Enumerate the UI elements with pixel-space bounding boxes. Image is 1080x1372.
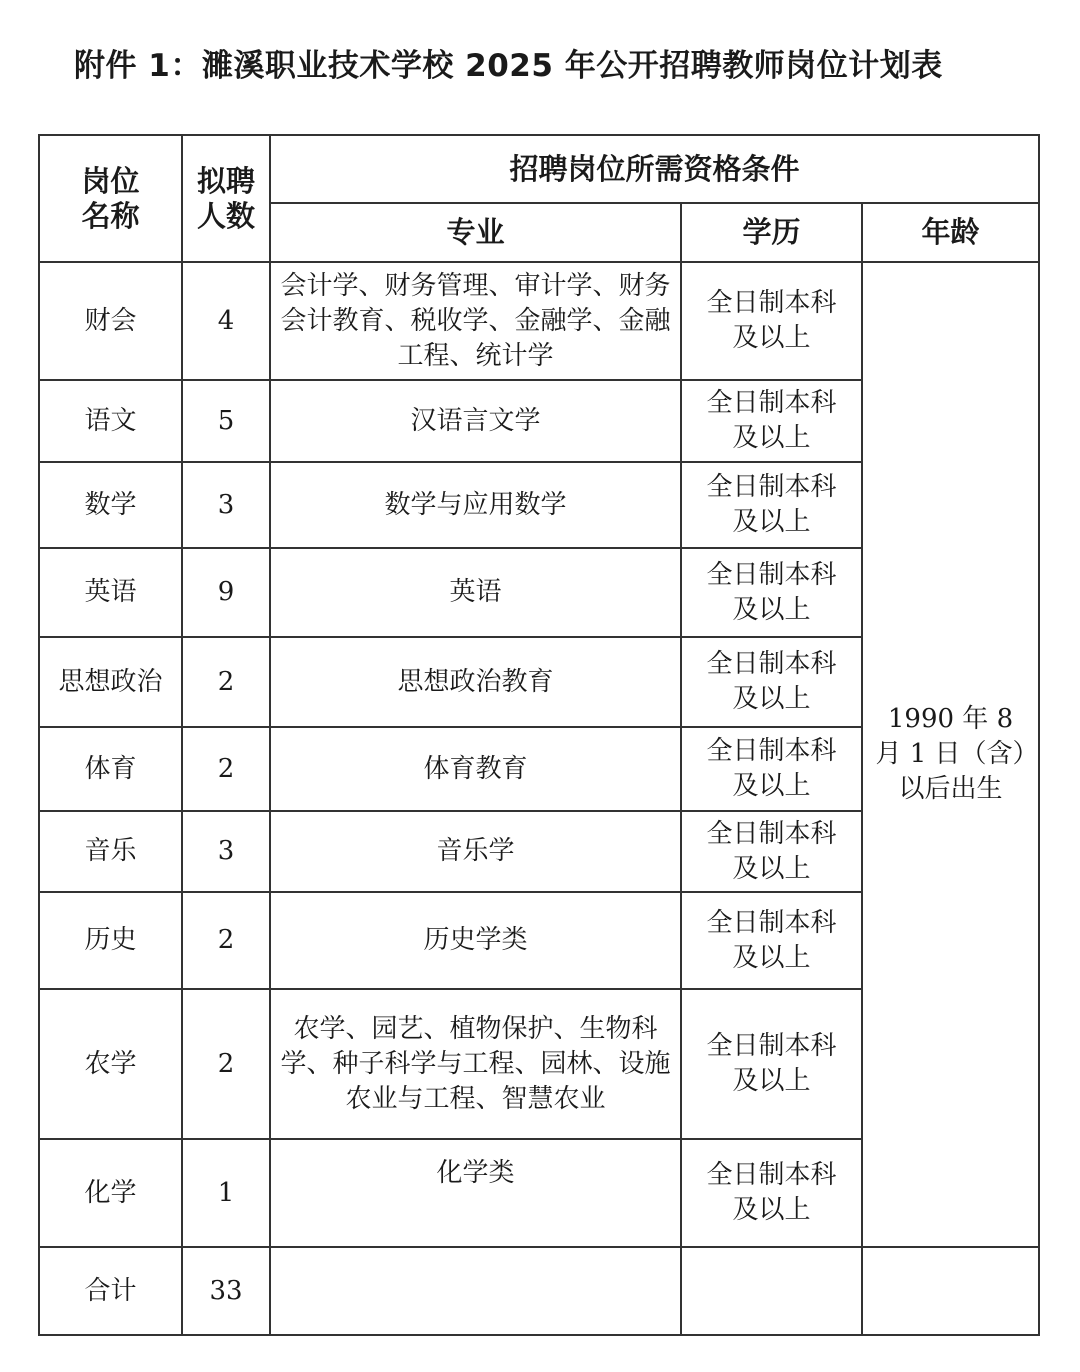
education-requirement (681, 727, 862, 811)
education-line1: 全日制本科 (706, 559, 837, 590)
major-requirement: 体育教育 (270, 727, 681, 811)
education-line1: 全日制本科 (706, 472, 837, 502)
position-name: 化学 (39, 1139, 182, 1247)
major-requirement: 会计学、财务管理、审计学、财务会计教育、税收学、金融学、金融工程、统计学 (270, 262, 681, 380)
education-line2: 及以上 (732, 423, 811, 453)
header-count (182, 135, 270, 262)
position-name: 农学 (39, 989, 182, 1139)
education-line2: 及以上 (732, 942, 811, 973)
empty-cell (681, 1247, 862, 1335)
education-line2: 及以上 (732, 1195, 811, 1225)
education-line1: 全日制本科 (706, 907, 837, 938)
position-name: 语文 (39, 380, 182, 462)
header-education: 学历 (681, 203, 862, 262)
header-position-name-line2: 名称 (81, 198, 140, 233)
total-count: 33 (182, 1247, 270, 1335)
education-line2: 及以上 (732, 1066, 811, 1096)
education-line1: 全日制本科 (706, 736, 837, 766)
major-requirement: 农学、园艺、植物保护、生物科学、种子科学与工程、园林、设施农业与工程、智慧农业 (270, 989, 681, 1139)
header-position-name-line1: 岗位 (81, 163, 140, 198)
empty-cell (270, 1247, 681, 1335)
education-line1: 全日制本科 (706, 1031, 837, 1061)
position-count: 2 (182, 637, 270, 727)
education-line1: 全日制本科 (706, 288, 837, 318)
education-requirement (681, 262, 862, 380)
education-line1: 全日制本科 (706, 818, 837, 849)
major-requirement: 历史学类 (270, 892, 681, 989)
position-count: 5 (182, 380, 270, 462)
major-requirement: 数学与应用数学 (270, 462, 681, 548)
header-age: 年龄 (862, 203, 1039, 262)
position-count: 2 (182, 989, 270, 1139)
education-line2: 及以上 (732, 594, 811, 625)
empty-cell (862, 1247, 1039, 1335)
position-name: 数学 (39, 462, 182, 548)
position-count: 9 (182, 548, 270, 637)
header-qualifications: 招聘岗位所需资格条件 (270, 135, 1039, 203)
position-count: 2 (182, 727, 270, 811)
position-count: 3 (182, 462, 270, 548)
education-requirement (681, 637, 862, 727)
position-name: 思想政治 (39, 637, 182, 727)
education-line2: 及以上 (732, 684, 811, 714)
major-requirement: 思想政治教育 (270, 637, 681, 727)
table-row (39, 262, 1039, 380)
education-line2: 及以上 (732, 853, 811, 884)
major-requirement: 英语 (270, 548, 681, 637)
education-requirement (681, 989, 862, 1139)
education-requirement (681, 811, 862, 892)
education-line2: 及以上 (732, 771, 811, 801)
header-major: 专业 (270, 203, 681, 262)
education-requirement (681, 548, 862, 637)
position-name: 音乐 (39, 811, 182, 892)
page-title: 附件 1：濉溪职业技术学校 2025 年公开招聘教师岗位计划表 (74, 48, 943, 84)
recruitment-plan-table (38, 134, 1040, 1336)
education-line1: 全日制本科 (706, 649, 837, 679)
position-count: 2 (182, 892, 270, 989)
position-name: 体育 (39, 727, 182, 811)
header-count-line1: 拟聘 (196, 163, 255, 198)
education-requirement (681, 1139, 862, 1247)
education-requirement (681, 892, 862, 989)
major-requirement: 音乐学 (270, 811, 681, 892)
major-requirement: 汉语言文学 (270, 380, 681, 462)
position-name: 历史 (39, 892, 182, 989)
header-position-name (39, 135, 182, 262)
major-requirement: 化学类 (270, 1139, 681, 1247)
header-count-line2: 人数 (196, 198, 255, 233)
education-requirement (681, 462, 862, 548)
education-line2: 及以上 (732, 507, 811, 537)
education-requirement (681, 380, 862, 462)
total-label: 合计 (39, 1247, 182, 1335)
age-requirement: 1990 年 8 月 1 日（含）以后出生 (862, 262, 1039, 1247)
education-line1: 全日制本科 (706, 388, 837, 418)
position-count: 4 (182, 262, 270, 380)
position-name: 英语 (39, 548, 182, 637)
position-count: 1 (182, 1139, 270, 1247)
education-line1: 全日制本科 (706, 1160, 837, 1190)
position-count: 3 (182, 811, 270, 892)
total-row (39, 1247, 1039, 1335)
education-line2: 及以上 (732, 323, 811, 353)
position-name: 财会 (39, 262, 182, 380)
